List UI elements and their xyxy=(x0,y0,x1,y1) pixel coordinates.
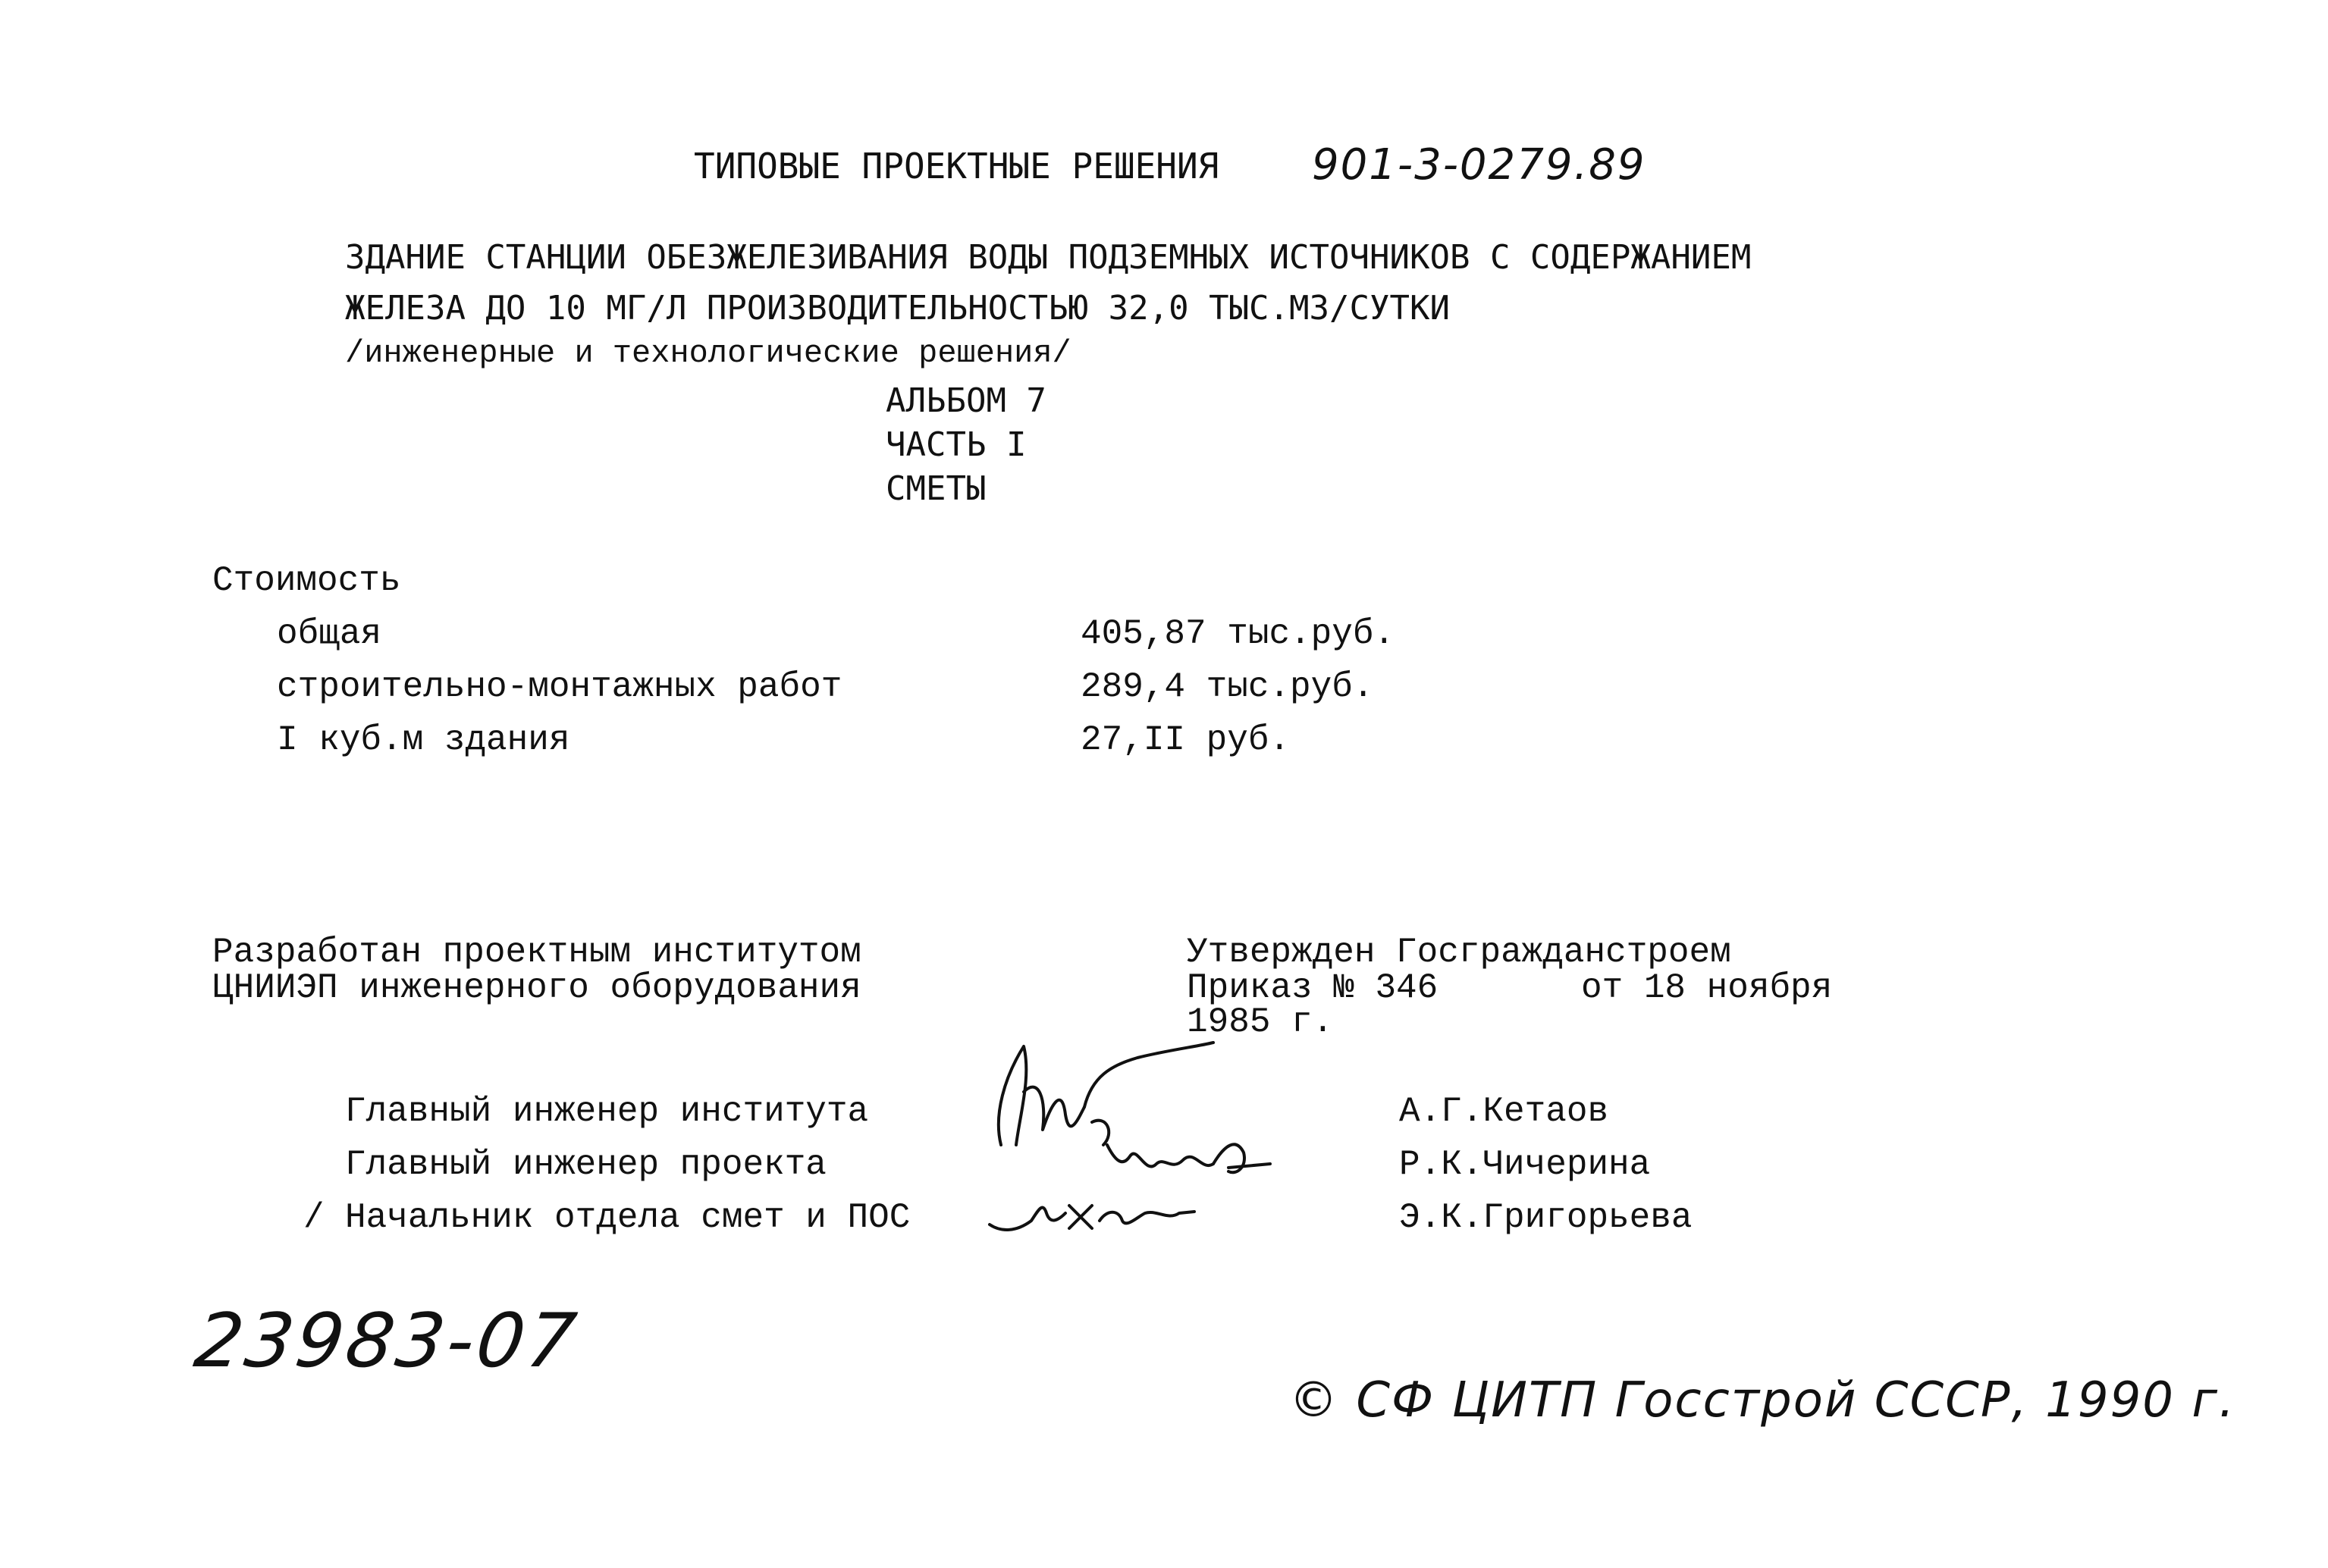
signatory-role-chief-engineer-institute: Главный инженер института xyxy=(345,1092,869,1131)
slash-mark: / xyxy=(303,1198,325,1237)
title-line-2: ЖЕЛЕЗА ДО 10 МГ/Л ПРОИЗВОДИТЕЛЬНОСТЬЮ 32,0 ТЫС.М3/СУТКИ xyxy=(345,289,1450,328)
signatory-role-head-estimates: Начальник отдела смет и ПОС xyxy=(345,1198,911,1237)
cost-value-construction: 289,4 тыс.руб. xyxy=(1081,667,1374,707)
album-label: АЛЬБОМ 7 xyxy=(886,381,1046,420)
part-label: ЧАСТЬ I xyxy=(886,425,1027,464)
approval-line-1: Утвержден Госгражданстроем xyxy=(1187,933,1731,972)
developer-line-2: ЦНИИЭП инженерного оборудования xyxy=(212,968,861,1008)
approval-date-part-2: 1985 г. xyxy=(1187,1002,1334,1042)
signature-chief-engineer-project xyxy=(1100,1130,1274,1190)
series-label: ТИПОВЫЕ ПРОЕКТНЫЕ РЕШЕНИЯ xyxy=(694,146,1219,187)
signatory-name-head-estimates: Э.К.Григорьева xyxy=(1399,1198,1693,1237)
copyright-footer: © СФ ЦИТП Госстрой СССР, 1990 г. xyxy=(1289,1372,2236,1428)
title-line-3: /инженерные и технологические решения/ xyxy=(345,335,1071,372)
cost-label-per-cubic-meter: I куб.м здания xyxy=(277,720,570,760)
signatory-name-chief-engineer-institute: А.Г.Кетаов xyxy=(1399,1092,1609,1131)
signature-head-estimates xyxy=(986,1190,1198,1243)
cost-label-construction: строительно-монтажных работ xyxy=(277,667,842,707)
approval-date-part-1: от 18 ноября xyxy=(1581,968,1833,1008)
signatory-name-chief-engineer-project: Р.К.Чичерина xyxy=(1399,1145,1651,1184)
cost-label-total: общая xyxy=(277,614,382,654)
cost-heading: Стоимость xyxy=(212,561,401,601)
section-label: СМЕТЫ xyxy=(886,469,987,508)
title-line-1: ЗДАНИЕ СТАНЦИИ ОБЕЗЖЕЛЕЗИВАНИЯ ВОДЫ ПОДЗЕМНЫХ ИСТОЧНИКОВ С СОДЕРЖАНИЕМ xyxy=(345,238,1752,277)
signatory-role-chief-engineer-project: Главный инженер проекта xyxy=(345,1145,827,1184)
approval-order: Приказ № 346 xyxy=(1187,968,1439,1008)
series-number: 901-3-0279.89 xyxy=(1312,140,1646,190)
developer-line-1: Разработан проектным институтом xyxy=(212,933,861,972)
cost-value-per-cubic-meter: 27,II руб. xyxy=(1081,720,1291,760)
cost-value-total: 405,87 тыс.руб. xyxy=(1081,614,1395,654)
inventory-number: 23983-07 xyxy=(189,1298,584,1385)
